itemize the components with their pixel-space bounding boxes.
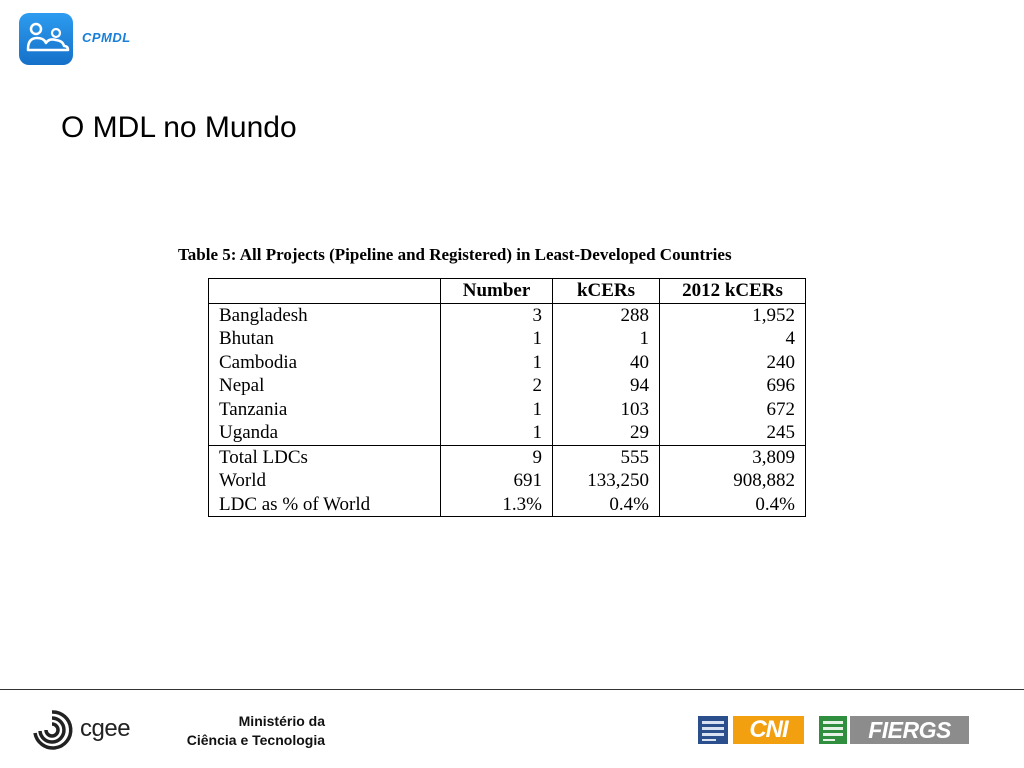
summary-label-cell: World <box>219 470 267 491</box>
kcers-2012-cell: 672 <box>660 398 806 422</box>
country-cell: Uganda <box>219 422 279 443</box>
table-row <box>209 303 806 327</box>
kcers-cell: 103 <box>553 398 660 422</box>
number-cell: 1 <box>441 398 553 422</box>
ministry-logo <box>187 712 325 750</box>
kcers-2012-cell: 3,809 <box>660 445 806 469</box>
summary-label-cell: LDC as % of World <box>219 493 371 515</box>
kcers-2012-cell: 4 <box>660 327 806 351</box>
cni-logo: CNI <box>733 716 804 744</box>
country-cell: Bhutan <box>219 328 274 349</box>
cgee-logo-text: cgee <box>80 715 131 742</box>
cpmdl-wordmark: CPMDL <box>82 30 131 45</box>
number-cell: 1 <box>441 327 553 351</box>
column-header-number: Number <box>441 279 553 304</box>
kcers-cell: 288 <box>553 303 660 327</box>
footer-divider <box>0 689 1024 690</box>
people-cloud-icon <box>19 13 73 65</box>
summary-row-world <box>209 469 806 493</box>
column-header-kcers: kCERs <box>553 279 660 304</box>
number-cell: 1.3% <box>441 493 553 517</box>
column-header-country <box>209 279 441 304</box>
table-row <box>209 398 806 422</box>
summary-row-percent <box>209 493 806 517</box>
table-caption: Table 5: All Projects (Pipeline and Registered) in Least-Developed Countries <box>178 245 732 264</box>
table-row <box>209 327 806 351</box>
kcers-cell: 133,250 <box>553 469 660 493</box>
kcers-2012-cell: 245 <box>660 421 806 445</box>
number-cell: 1 <box>441 421 553 445</box>
fiergs-logo: FIERGS <box>850 716 969 744</box>
kcers-2012-cell: 908,882 <box>660 469 806 493</box>
kcers-2012-cell: 0.4% <box>660 493 806 517</box>
kcers-cell: 555 <box>553 445 660 469</box>
country-cell: Nepal <box>219 375 265 396</box>
table-row <box>209 421 806 445</box>
country-cell: Cambodia <box>219 351 298 373</box>
kcers-cell: 29 <box>553 421 660 445</box>
number-cell: 2 <box>441 374 553 398</box>
country-cell: Tanzania <box>219 398 288 420</box>
summary-label-cell: Total LDCs <box>209 445 441 469</box>
ministry-line-1: Ministério da <box>238 713 325 729</box>
ldc-projects-table <box>208 278 806 517</box>
kcers-cell: 0.4% <box>553 493 660 517</box>
fiergs-system-icon <box>818 716 848 744</box>
ministry-line-2: Ciência e Tecnologia <box>186 732 325 748</box>
number-cell: 691 <box>441 469 553 493</box>
cpmdl-logo <box>19 13 73 65</box>
sesi-senai-icon <box>698 716 728 744</box>
table-header-row <box>209 279 806 304</box>
cgee-swirl-icon <box>30 709 74 751</box>
kcers-2012-cell: 696 <box>660 374 806 398</box>
number-cell: 9 <box>441 445 553 469</box>
number-cell: 1 <box>441 351 553 375</box>
table-row <box>209 374 806 398</box>
number-cell: 3 <box>441 303 553 327</box>
summary-row-total <box>209 445 806 469</box>
country-cell: Bangladesh <box>219 304 308 326</box>
kcers-cell: 40 <box>553 351 660 375</box>
kcers-cell: 1 <box>553 327 660 351</box>
kcers-2012-cell: 240 <box>660 351 806 375</box>
kcers-2012-cell: 1,952 <box>660 303 806 327</box>
kcers-cell: 94 <box>553 374 660 398</box>
slide-title: O MDL no Mundo <box>61 111 297 144</box>
column-header-2012-kcers: 2012 kCERs <box>660 279 806 304</box>
table-row <box>209 351 806 375</box>
